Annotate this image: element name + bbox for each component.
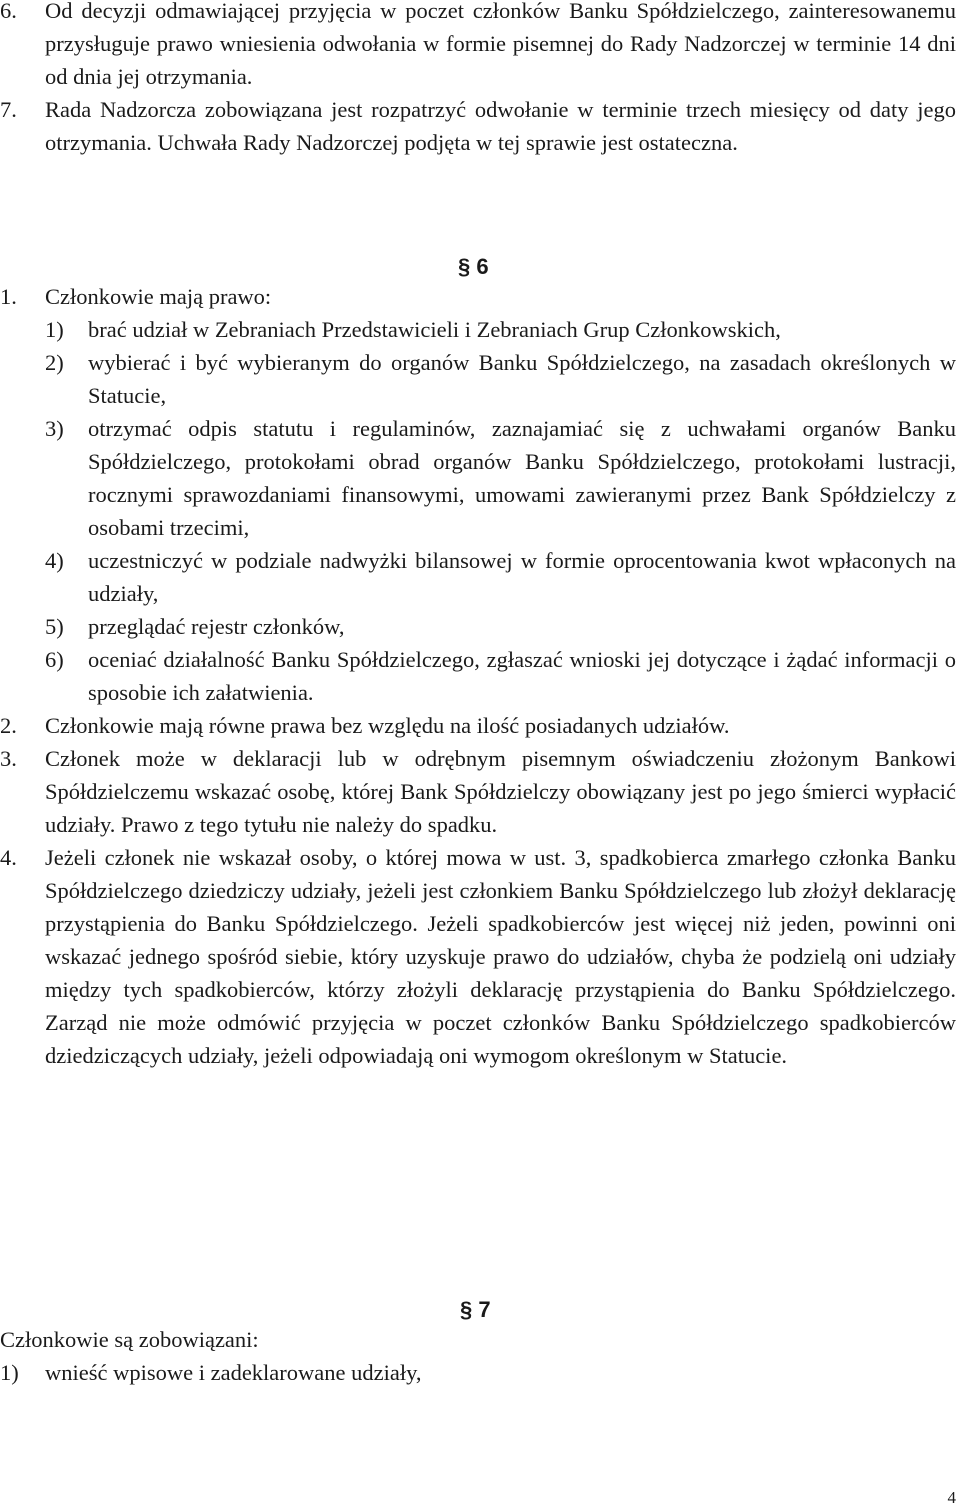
sub-item (0, 643, 956, 709)
list-item (0, 709, 956, 742)
sub-item-number: 4) (45, 548, 64, 573)
sub-item-number: 2) (45, 350, 64, 375)
sub-item-text: przeglądać rejestr członków, (88, 614, 345, 639)
item-number: 4. (0, 845, 17, 870)
sub-item-text: wybierać i być wybieranym do organów Banku Spółdzielczego, na zasadach określonych w Statucie, (88, 350, 956, 408)
section-7-body (0, 1323, 956, 1389)
item-text: Od decyzji odmawiającej przyjęcia w poczet członków Banku Spółdzielczego, zainteresowanemu przysługuje prawo wniesienia odwołania w formie pisemnej do Rady Nadzorczej w terminie 14 dni od dnia jej otrzymania. (45, 0, 956, 89)
item-text: wnieść wpisowe i zadeklarowane udziały, (45, 1360, 422, 1385)
sub-item-number: 1) (45, 317, 64, 342)
item-number: 2. (0, 713, 17, 738)
item-text: Członkowie mają prawo: (45, 284, 272, 309)
sub-item-text: uczestniczyć w podziale nadwyżki bilansowej w formie oprocentowania kwot wpłaconych na udziały, (88, 548, 956, 606)
sub-item-number: 6) (45, 647, 64, 672)
item-text: Rada Nadzorcza zobowiązana jest rozpatrzyć odwołanie w terminie trzech miesięcy od daty jego otrzymania. Uchwała Rady Nadzorczej podjęta w tej sprawie jest ostateczna. (45, 97, 956, 155)
item-text: Jeżeli członek nie wskazał osoby, o której mowa w ust. 3, spadkobierca zmarłego członka Banku Spółdzielczego dziedziczy udziały, jeżeli jest członkiem Banku Spółdzielczego lub złożył deklarację przystąpienia do Banku Spółdzielczego. Jeżeli spadkobierców jest więcej niż jeden, powinni oni wskazać jednego spośród siebie, który uzyskuje prawo do udziałów, chyba że podzielą oni udziały między tych spadkobierców, którzy złożyli deklarację przystąpienia do Banku Spółdzielczego. Zarząd nie może odmówić przyjęcia w poczet członków Banku Spółdzielczego spadkobierców dziedziczących udziały, jeżeli odpowiadają oni wymogom określonym w Statucie. (45, 845, 956, 1068)
item-number: 1) (0, 1360, 19, 1385)
list-item (0, 280, 956, 313)
sub-item (0, 346, 956, 412)
item-number: 1. (0, 284, 17, 309)
section-intro: Członkowie są zobowiązani: (0, 1327, 259, 1352)
sub-item (0, 544, 956, 610)
sub-item (0, 313, 956, 346)
sub-item-number: 5) (45, 614, 64, 639)
list-item (0, 93, 956, 159)
list-item (0, 841, 956, 1072)
item-number: 3. (0, 746, 17, 771)
item-text: Członkowie mają równe prawa bez względu na ilość posiadanych udziałów. (45, 713, 730, 738)
section-heading-6: § 6 (458, 254, 489, 279)
sub-item-text: otrzymać odpis statutu i regulaminów, zaznajamiać się z uchwałami organów Banku Spółdzielczego, protokołami obrad organów Banku Spółdzielczego, protokołami lustracji, rocznymi sprawozdaniami finansowymi, umowami zawieranymi przez Bank Spółdzielczy z osobami trzecimi, (88, 416, 956, 540)
item-number: 6. (0, 0, 17, 23)
section-heading-7: § 7 (460, 1297, 491, 1322)
list-item (0, 742, 956, 841)
sub-item (0, 610, 956, 643)
sub-item (0, 412, 956, 544)
section-6-body (0, 280, 956, 1072)
top-items (0, 0, 956, 159)
sub-item-number: 3) (45, 416, 64, 441)
sub-item-text: oceniać działalność Banku Spółdzielczego, zgłaszać wnioski jej dotyczące i żądać informacji o sposobie ich załatwienia. (88, 647, 956, 705)
page-number: 4 (947, 1488, 956, 1507)
list-item (0, 0, 956, 93)
item-text: Członek może w deklaracji lub w odrębnym pisemnym oświadczeniu złożonym Bankowi Spółdzielczemu wskazać osobę, której Bank Spółdzielczy obowiązany jest po jego śmierci wypłacić udziały. Prawo z tego tytułu nie należy do spadku. (45, 746, 956, 837)
sub-item-text: brać udział w Zebraniach Przedstawicieli i Zebraniach Grup Członkowskich, (88, 317, 781, 342)
list-item (0, 1356, 956, 1389)
item-number: 7. (0, 97, 17, 122)
